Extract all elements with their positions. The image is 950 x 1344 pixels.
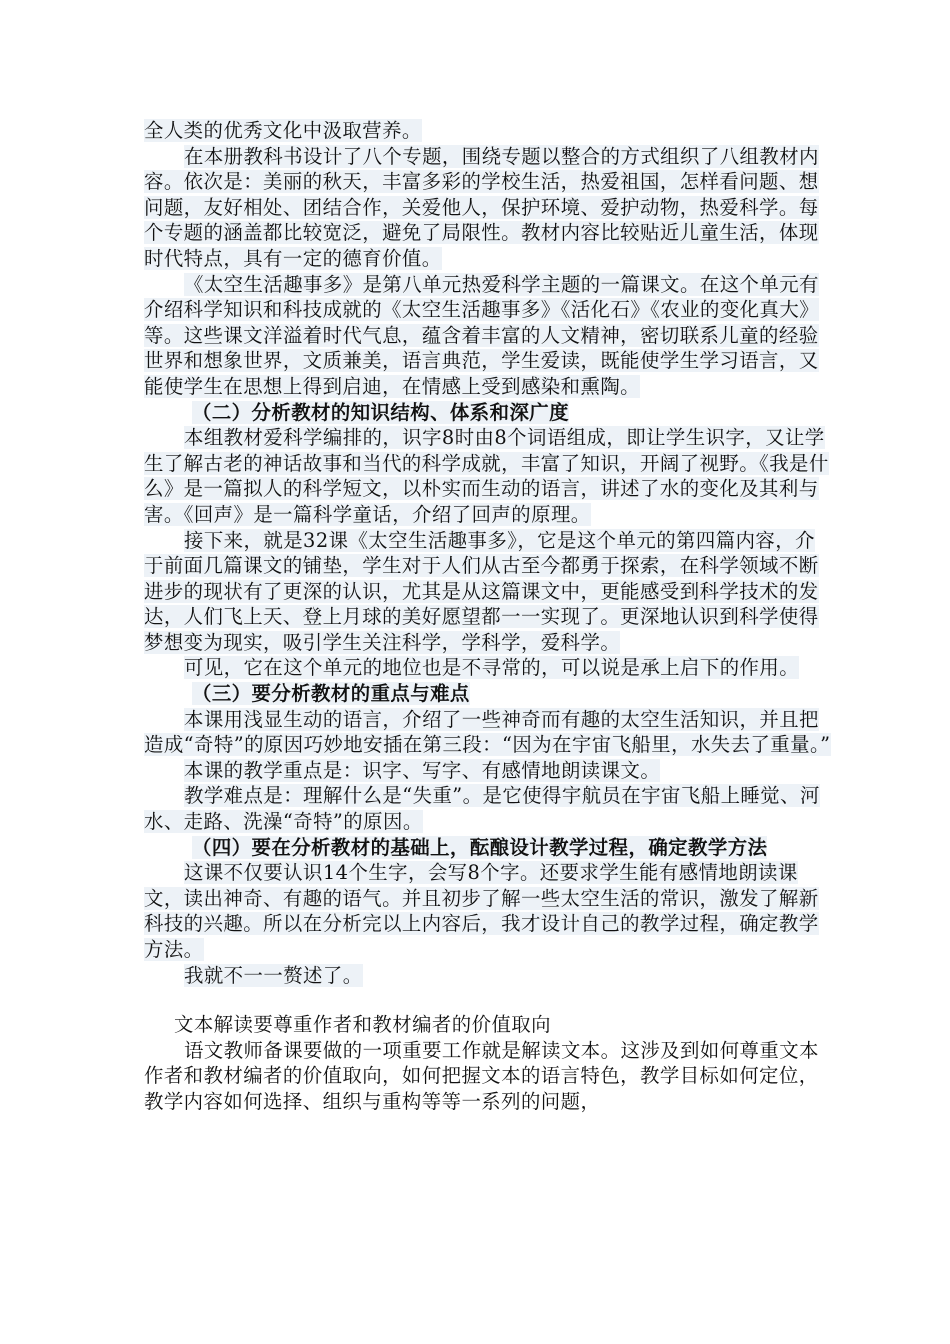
- paragraph-key-points: 本课的教学重点是：识字、写字、有感情地朗读课文。: [184, 758, 661, 782]
- document-page: [144, 118, 834, 1115]
- paragraph-lesson-32: 接下来，就是32课《太空生活趣事多》，它是这个单元的第四篇内容，介于前面几篇课文的铺垫，学生对于人们从古至今都勇于探索，在科学领域不断进步的现状有了更深的认识，尤其是从这篇课文中，更能感受到科学技术的发达，人们飞上天、登上月球的美好愿望都一一实现了。更深地认识到科学使得梦想变为现实，吸引学生关注科学，学科学，爱科学。: [144, 528, 819, 654]
- paragraph-topics: 在本册教科书设计了八个专题，围绕专题以整合的方式组织了八组教材内容。依次是：美丽的秋天，丰富多彩的学校生活，热爱祖国，怎样看问题、想问题，友好相处、团结合作，关爱他人，保护环境、爱护动物，热爱科学。每个专题的涵盖都比较宽泛，避免了局限性。教材内容比较贴近儿童生活，体现时代特点，具有一定的德育价值。: [144, 144, 819, 270]
- paragraph-role: 可见，它在这个单元的地位也是不寻常的，可以说是承上启下的作用。: [184, 656, 800, 680]
- section-heading-2: （二）分析教材的知识结构、体系和深广度: [192, 400, 569, 424]
- article-title: 文本解读要尊重作者和教材编者的价值取向: [174, 1013, 551, 1037]
- paragraph-teaching-goals: 这课不仅要认识14个生字，会写8个字。还要求学生能有感情地朗读课文，读出神奇、有趣的语气。并且初步了解一些太空生活的常识，激发了解新科技的兴趣。所以在分析完以上内容后，我才设计自己的教学过程，确定教学方法。: [144, 861, 819, 961]
- section-heading-3: （三）要分析教材的重点与难点: [192, 682, 470, 706]
- section-gap: [144, 988, 834, 1012]
- section-heading-4: （四）要在分析教材的基础上，酝酿设计教学过程，确定教学方法: [192, 835, 768, 859]
- article-body: 语文教师备课要做的一项重要工作就是解读文本。这涉及到如何尊重文本作者和教材编者的价值取向，如何把握文本的语言特色，教学目标如何定位，教学内容如何选择、组织与重构等等一系列的问题，: [144, 1038, 819, 1113]
- paragraph-lesson-summary: 本课用浅显生动的语言，介绍了一些神奇而有趣的太空生活知识，并且把造成“奇特”的原因巧妙地安插在第三段：“因为在宇宙飞船里，水失去了重量。”: [144, 707, 831, 757]
- paragraph-unit-eight: 《太空生活趣事多》是第八单元热爱科学主题的一篇课文。在这个单元有介绍科学知识和科技成就的《太空生活趣事多》《活化石》《农业的变化真大》等。这些课文洋溢着时代气息，蕴含着丰富的人文精神，密切联系儿童的经验世界和想象世界，文质兼美，语言典范，学生爱读，既能使学生学习语言，又能使学生在思想上得到启迪，在情感上受到感染和熏陶。: [144, 272, 820, 398]
- paragraph-structure: 本组教材爱科学编排的，识字8时由8个词语组成，即让学生识字，又让学生了解古老的神话故事和当代的科学成就，丰富了知识，开阔了视野。《我是什么》是一篇拟人的科学短文，以朴实而生动的语言，讲述了水的变化及其利与害。《回声》是一篇科学童话，介绍了回声的原理。: [144, 426, 829, 526]
- paragraph-continuation: 全人类的优秀文化中汲取营养。: [144, 119, 422, 142]
- paragraph-closing: 我就不一一赘述了。: [184, 963, 363, 987]
- paragraph-difficulties: 教学难点是：理解什么是“失重”。是它使得宇航员在宇宙飞船上睡觉、河水、走路、洗澡“奇特”的原因。: [144, 784, 820, 834]
